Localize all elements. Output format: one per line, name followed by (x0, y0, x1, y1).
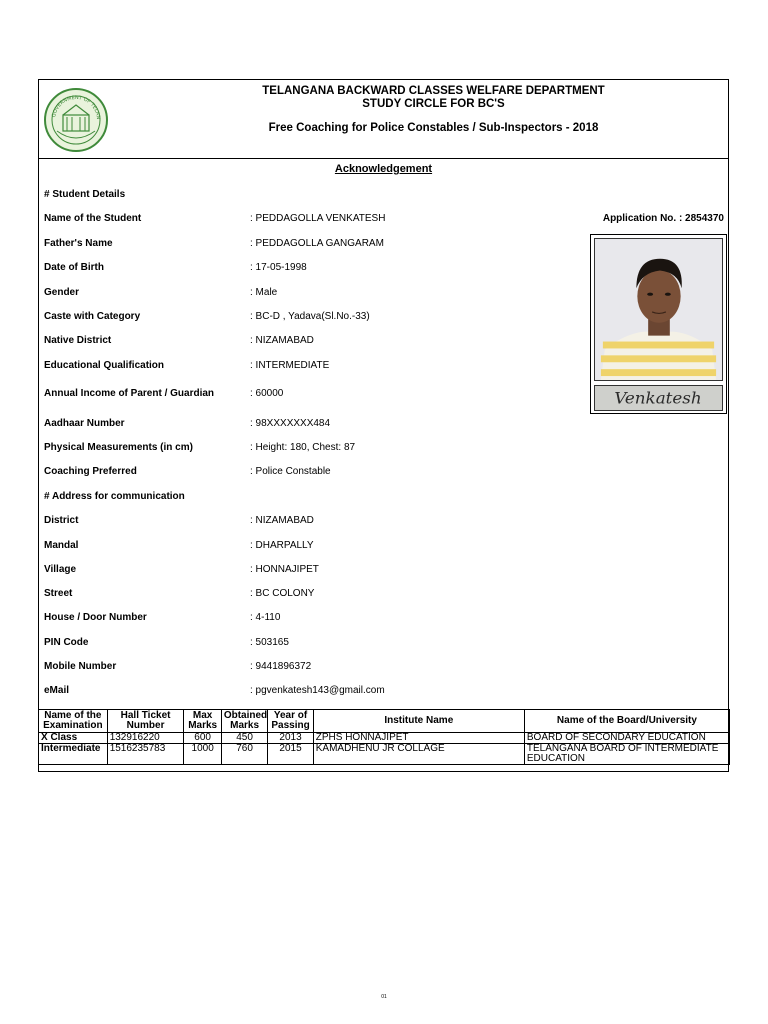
department-title: TELANGANA BACKWARD CLASSES WELFARE DEPARTMENT (262, 85, 605, 97)
value-father-name: : PEDDAGOLLA GANGARAM (250, 238, 384, 249)
label-physical: Physical Measurements (in cm) (44, 442, 193, 453)
label-house: House / Door Number (44, 612, 147, 623)
table-header-row (39, 710, 730, 733)
label-caste: Caste with Category (44, 311, 141, 322)
value-caste: : BC-D , Yadava(Sl.No.-33) (250, 311, 370, 322)
page-title: Acknowledgement (334, 163, 433, 175)
cell-examination: Intermediate (39, 744, 108, 765)
value-qualification: : INTERMEDIATE (250, 360, 330, 371)
label-aadhaar: Aadhaar Number (44, 418, 125, 429)
cell-institute: KAMADHENU JR COLLAGE (313, 744, 524, 765)
label-qualification: Educational Qualification (44, 360, 165, 371)
cell-hall-ticket: 132916220 (107, 733, 184, 744)
th-obtained-marks: Obtained Marks (221, 710, 267, 733)
cell-max-marks: 600 (184, 733, 221, 744)
label-village: Village (44, 564, 77, 575)
page-number: 01 (381, 994, 387, 1000)
address-heading: # Address for communication (44, 491, 185, 502)
label-coaching: Coaching Preferred (44, 466, 137, 477)
cell-obtained-marks: 760 (221, 744, 267, 765)
marks-table (38, 709, 730, 765)
value-physical: : Height: 180, Chest: 87 (250, 442, 356, 453)
value-village: : HONNAJIPET (250, 564, 319, 575)
cell-board: TELANGANA BOARD OF INTERMEDIATE EDUCATION (524, 744, 729, 765)
th-year: Year of Passing (268, 710, 313, 733)
table-row (39, 744, 730, 765)
label-gender: Gender (44, 287, 80, 298)
cell-max-marks: 1000 (184, 744, 221, 765)
value-street: : BC COLONY (250, 588, 315, 599)
cell-year: 2013 (268, 733, 313, 744)
svg-text:GOVERNMENT OF TELANGANA: GOVERNMENT OF TELAN (51, 94, 102, 120)
value-coaching: : Police Constable (250, 466, 331, 477)
value-dob: : 17-05-1998 (250, 262, 307, 273)
study-circle-title: STUDY CIRCLE FOR BC'S (362, 98, 505, 110)
value-mandal: : DHARPALLY (250, 540, 314, 551)
label-income: Annual Income of Parent / Guardian (44, 388, 215, 399)
cell-institute: ZPHS HONNAJIPET (313, 733, 524, 744)
value-email: : pgvenkatesh143@gmail.com (250, 685, 385, 696)
value-district: : NIZAMABAD (250, 515, 314, 526)
label-mandal: Mandal (44, 540, 79, 551)
th-max-marks: Max Marks (184, 710, 221, 733)
header (39, 80, 728, 159)
cell-hall-ticket: 1516235783 (107, 744, 184, 765)
signature (594, 385, 723, 411)
value-student-name: : PEDDAGOLLA VENKATESH (250, 213, 386, 224)
label-dob: Date of Birth (44, 262, 104, 273)
value-mobile: : 9441896372 (250, 661, 312, 672)
th-institute: Institute Name (313, 710, 524, 733)
th-board: Name of the Board/University (524, 710, 729, 733)
cell-board: BOARD OF SECONDARY EDUCATION (524, 733, 729, 744)
label-father-name: Father's Name (44, 238, 113, 249)
table-row (39, 733, 730, 744)
th-hall-ticket: Hall Ticket Number (107, 710, 184, 733)
telangana-seal-icon (43, 87, 109, 153)
application-number: Application No. : 2854370 (602, 213, 724, 224)
label-pin: PIN Code (44, 637, 89, 648)
value-aadhaar: : 98XXXXXXX484 (250, 418, 331, 429)
photo-signature-box (590, 234, 727, 414)
value-native-district: : NIZAMABAD (250, 335, 314, 346)
student-photo (594, 238, 723, 381)
th-examination: Name of the Examination (39, 710, 108, 733)
label-email: eMail (44, 685, 70, 696)
student-details-heading: # Student Details (44, 189, 126, 200)
label-native-district: Native District (44, 335, 112, 346)
cell-obtained-marks: 450 (221, 733, 267, 744)
value-pin: : 503165 (250, 637, 289, 648)
coaching-title: Free Coaching for Police Constables / Sub-Inspectors - 2018 (268, 122, 599, 134)
cell-examination: X Class (39, 733, 108, 744)
value-gender: : Male (250, 287, 278, 298)
acknowledgement-sheet (38, 79, 729, 772)
label-mobile: Mobile Number (44, 661, 117, 672)
value-house: : 4-110 (250, 612, 281, 623)
cell-year: 2015 (268, 744, 313, 765)
signature-text: Venkatesh (614, 389, 702, 408)
label-student-name: Name of the Student (44, 213, 142, 224)
label-district: District (44, 515, 79, 526)
value-income: : 60000 (250, 388, 284, 399)
label-street: Street (44, 588, 73, 599)
